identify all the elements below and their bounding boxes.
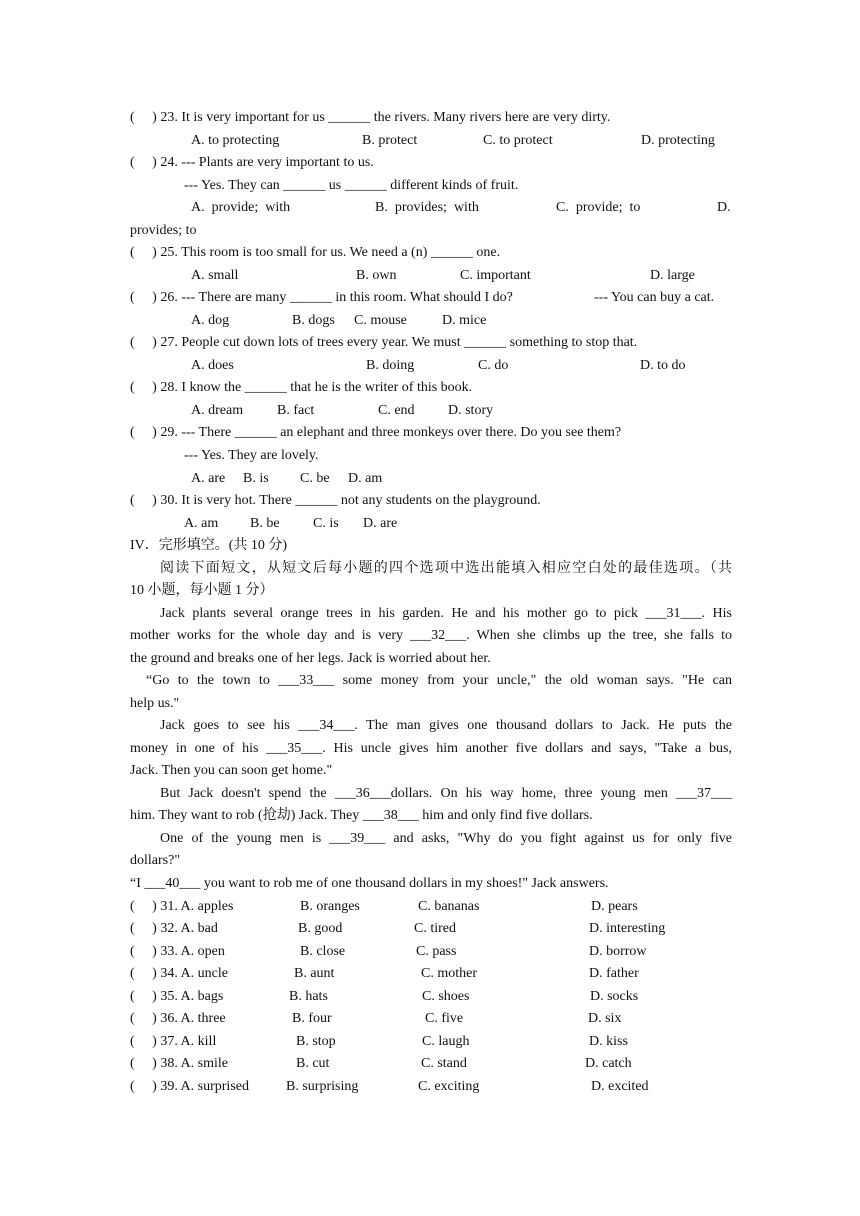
cloze-39-d: D. excited [591, 1079, 649, 1094]
cloze-35-b: B. hats [289, 989, 328, 1004]
question-26-stem: ( ) 26. --- There are many ______ in this room. What should I do? [130, 290, 513, 305]
q28-option-d: D. story [448, 403, 494, 418]
cloze-39-c: C. exciting [418, 1079, 480, 1094]
cloze-34-c: C. mother [421, 966, 477, 981]
cloze-38-d: D. catch [585, 1056, 632, 1071]
cloze-35-c: C. shoes [422, 989, 470, 1004]
q29-option-a: A. are [191, 471, 226, 486]
question-30-stem: ( ) 30. It is very hot. There ______ not any students on the playground. [130, 493, 541, 508]
question-24-stem-2: --- Yes. They can ______ us ______ different kinds of fruit. [184, 178, 519, 193]
passage-p5-line1: One of the young men is ___39___ and asks, "Why do you fight against us for only five [160, 831, 732, 846]
cloze-34-d: D. father [589, 966, 639, 981]
cloze-34-b: B. aunt [294, 966, 335, 981]
q29-option-c: C. be [300, 471, 330, 486]
cloze-34-a: ( ) 34. A. uncle [130, 966, 228, 981]
q30-option-c: C. is [313, 516, 339, 531]
cloze-32-c: C. tired [414, 921, 456, 936]
passage-p4-line1: But Jack doesn't spend the ___36___dollars. On his way home, three young men ___37___ [160, 786, 732, 801]
passage-p2-line1: “Go to the town to ___33___ some money from your uncle," the old woman says. "He can [146, 673, 732, 688]
q24-option-a: A. provide; with [191, 200, 291, 215]
passage-p2-line2: help us." [130, 696, 180, 711]
q24-option-d: D. [717, 200, 731, 215]
cloze-31-c: C. bananas [418, 899, 480, 914]
question-27-stem: ( ) 27. People cut down lots of trees every year. We must ______ something to stop that. [130, 335, 638, 350]
cloze-37-c: C. laugh [422, 1034, 470, 1049]
q30-option-b: B. be [250, 516, 280, 531]
q28-option-c: C. end [378, 403, 415, 418]
passage-p1-line3: the ground and breaks one of her legs. Jack is worried about her. [130, 651, 491, 666]
q26-option-a: A. dog [191, 313, 230, 328]
q24-option-c: C. provide; to [556, 200, 641, 215]
section-4-instructions-line1: 阅读下面短文，从短文后每小题的四个选项中选出能填入相应空白处的最佳选项。（共 [160, 561, 732, 576]
cloze-37-b: B. stop [296, 1034, 336, 1049]
passage-p3-line1: Jack goes to see his ___34___. The man gives one thousand dollars to Jack. He puts the [160, 718, 732, 733]
q25-option-b: B. own [356, 268, 397, 283]
cloze-33-c: C. pass [416, 944, 457, 959]
cloze-32-d: D. interesting [589, 921, 666, 936]
q29-option-d: D. am [348, 471, 383, 486]
cloze-35-a: ( ) 35. A. bags [130, 989, 224, 1004]
cloze-31-b: B. oranges [300, 899, 360, 914]
passage-p1-line1: Jack plants several orange trees in his garden. He and his mother go to pick ___31___. His [160, 606, 732, 621]
cloze-36-b: B. four [292, 1011, 332, 1026]
cloze-31-d: D. pears [591, 899, 638, 914]
question-29-stem-2: --- Yes. They are lovely. [184, 448, 319, 463]
q28-option-a: A. dream [191, 403, 244, 418]
cloze-32-a: ( ) 32. A. bad [130, 921, 218, 936]
q26-option-c: C. mouse [354, 313, 407, 328]
cloze-39-b: B. surprising [286, 1079, 359, 1094]
cloze-33-b: B. close [300, 944, 346, 959]
q23-option-d: D. protecting [641, 133, 715, 148]
q24-option-d-continued: provides; to [130, 223, 197, 238]
q25-option-c: C. important [460, 268, 531, 283]
question-28-stem: ( ) 28. I know the ______ that he is the writer of this book. [130, 380, 473, 395]
passage-p4-line2: him. They want to rob (抢劫) Jack. They ___38___ him and only find five dollars. [130, 808, 593, 823]
q30-option-a: A. am [184, 516, 219, 531]
question-24-stem: ( ) 24. --- Plants are very important to us. [130, 155, 374, 170]
question-25-stem: ( ) 25. This room is too small for us. We need a (n) ______ one. [130, 245, 501, 260]
q23-option-c: C. to protect [483, 133, 553, 148]
question-23-stem: ( ) 23. It is very important for us ______ the rivers. Many rivers here are very dirty. [130, 110, 611, 125]
passage-p6: “I ___40___ you want to rob me of one thousand dollars in my shoes!" Jack answers. [130, 876, 609, 891]
q28-option-b: B. fact [277, 403, 315, 418]
q30-option-d: D. are [363, 516, 398, 531]
question-26-reply: --- You can buy a cat. [594, 290, 715, 305]
cloze-37-a: ( ) 37. A. kill [130, 1034, 217, 1049]
section-4-title: IV．完形填空。(共 10 分) [130, 538, 288, 553]
q27-option-a: A. does [191, 358, 234, 373]
passage-p3-line3: Jack. Then you can soon get home." [130, 763, 333, 778]
q27-option-c: C. do [478, 358, 509, 373]
q24-option-b: B. provides; with [375, 200, 479, 215]
cloze-38-b: B. cut [296, 1056, 330, 1071]
cloze-33-a: ( ) 33. A. open [130, 944, 225, 959]
cloze-36-a: ( ) 36. A. three [130, 1011, 226, 1026]
q23-option-a: A. to protecting [191, 133, 280, 148]
q27-option-d: D. to do [640, 358, 686, 373]
cloze-35-d: D. socks [590, 989, 639, 1004]
question-29-stem: ( ) 29. --- There ______ an elephant and three monkeys over there. Do you see them? [130, 425, 622, 440]
cloze-31-a: ( ) 31. A. apples [130, 899, 234, 914]
passage-p3-line2: money in one of his ___35___. His uncle gives him another five dollars and says, "Take a bus, [130, 741, 732, 756]
cloze-33-d: D. borrow [589, 944, 647, 959]
cloze-39-a: ( ) 39. A. surprised [130, 1079, 249, 1094]
q27-option-b: B. doing [366, 358, 415, 373]
cloze-38-a: ( ) 38. A. smile [130, 1056, 228, 1071]
passage-p1-line2: mother works for the whole day and is very ___32___. When she climbs up the tree, she falls to [130, 628, 732, 643]
q25-option-a: A. small [191, 268, 239, 283]
cloze-38-c: C. stand [421, 1056, 467, 1071]
q23-option-b: B. protect [362, 133, 418, 148]
cloze-32-b: B. good [298, 921, 343, 936]
section-4-instructions-line2: 10 小题，每小题 1 分） [130, 583, 274, 598]
cloze-37-d: D. kiss [589, 1034, 628, 1049]
q29-option-b: B. is [243, 471, 269, 486]
q25-option-d: D. large [650, 268, 695, 283]
cloze-36-c: C. five [425, 1011, 464, 1026]
q26-option-b: B. dogs [292, 313, 335, 328]
q26-option-d: D. mice [442, 313, 487, 328]
cloze-36-d: D. six [588, 1011, 622, 1026]
passage-p5-line2: dollars?" [130, 853, 181, 868]
